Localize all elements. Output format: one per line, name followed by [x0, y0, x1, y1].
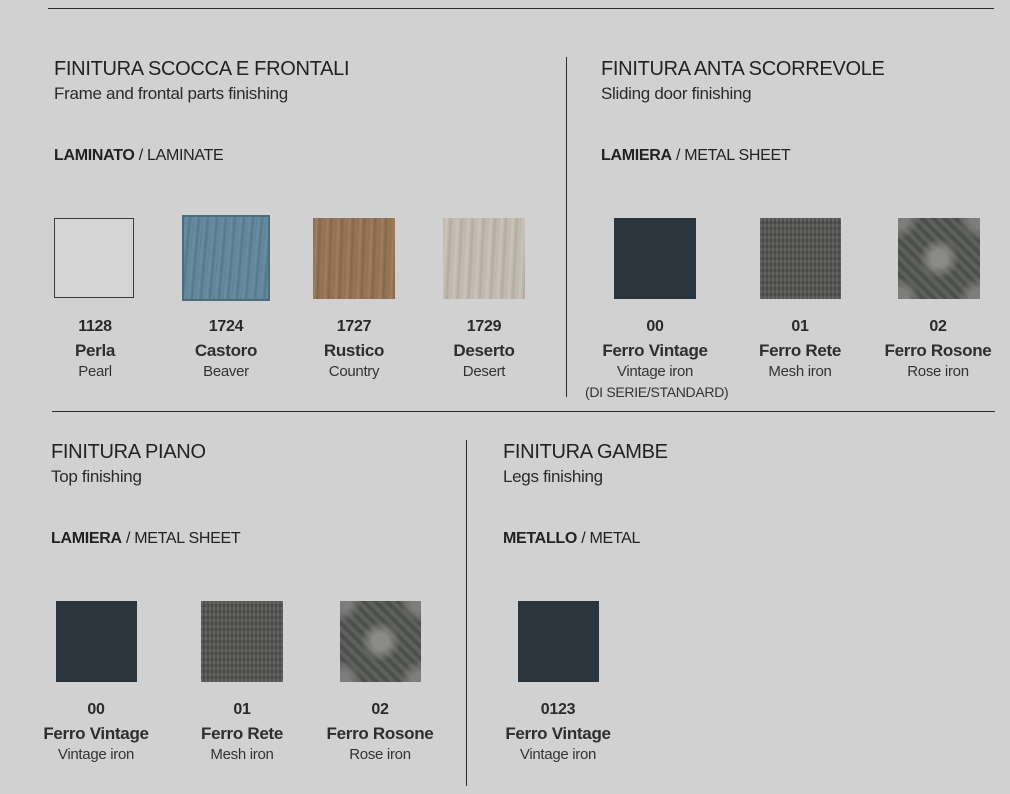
swatch-code: 01: [791, 318, 809, 335]
top-divider: [48, 8, 994, 9]
swatch-english-name: Rose iron: [349, 746, 411, 763]
material-separator: /: [121, 530, 135, 547]
swatch-english-name: Mesh iron: [210, 746, 274, 763]
swatch-code: 1724: [208, 318, 244, 335]
material-label: [54, 147, 223, 165]
swatch-ferro-vintage: [56, 601, 137, 682]
swatch-ferro-rete: [201, 601, 283, 682]
swatch-name: Ferro Vintage: [505, 724, 611, 743]
section-subtitle: Top finishing: [51, 467, 142, 486]
standard-note: (DI SERIE/STANDARD): [585, 384, 729, 400]
lower-column-divider: [466, 440, 467, 786]
swatch-english-name: Mesh iron: [768, 363, 832, 380]
material-label: [51, 530, 240, 548]
swatch-name: Deserto: [453, 341, 515, 360]
swatch-ferro-vintage: [518, 601, 599, 682]
middle-divider: [52, 411, 995, 412]
material-english: METAL SHEET: [134, 530, 241, 547]
section-title: FINITURA ANTA SCORREVOLE: [601, 58, 885, 80]
material-separator: /: [671, 147, 685, 164]
section-subtitle: Sliding door finishing: [601, 84, 752, 103]
swatch-name: Ferro Rete: [200, 724, 284, 743]
material-separator: /: [577, 530, 590, 547]
material-english: LAMINATE: [147, 147, 224, 164]
swatch-code: 1128: [78, 318, 112, 335]
swatch-name: Rustico: [323, 341, 385, 360]
material-italian: LAMINATO: [54, 147, 135, 164]
section-subtitle: Frame and frontal parts finishing: [54, 84, 288, 103]
swatch-perla: [54, 218, 134, 298]
swatch-english-name: Vintage iron: [616, 363, 694, 380]
material-label: [601, 147, 790, 165]
swatch-ferro-vintage: [614, 218, 696, 299]
swatch-name: Ferro Rete: [758, 341, 842, 360]
swatch-code: 1727: [336, 318, 372, 335]
material-italian: LAMIERA: [51, 530, 122, 547]
swatch-ferro-rosone: [898, 218, 980, 299]
material-english: METAL: [589, 530, 641, 547]
swatch-english-name: Country: [328, 363, 380, 380]
swatch-code: 02: [929, 318, 947, 335]
upper-column-divider: [566, 57, 567, 397]
material-italian: METALLO: [503, 530, 578, 547]
swatch-english-name: Desert: [462, 363, 506, 380]
section-subtitle: Legs finishing: [503, 467, 603, 486]
swatch-code: 02: [371, 701, 389, 718]
material-english: METAL SHEET: [684, 147, 791, 164]
swatch-code: 00: [646, 318, 664, 335]
swatch-english-name: Vintage iron: [57, 746, 135, 763]
swatch-castoro: [182, 215, 270, 301]
swatch-name: Perla: [74, 341, 116, 360]
swatch-english-name: Rose iron: [907, 363, 969, 380]
material-italian: LAMIERA: [601, 147, 672, 164]
swatch-code: 01: [233, 701, 251, 718]
swatch-name: Castoro: [194, 341, 258, 360]
swatch-english-name: Beaver: [203, 363, 249, 380]
swatch-ferro-rosone: [340, 601, 421, 682]
swatch-code: 1729: [466, 318, 502, 335]
material-label: [503, 530, 640, 548]
material-separator: /: [134, 147, 147, 164]
swatch-name: Ferro Vintage: [602, 341, 708, 360]
swatch-name: Ferro Vintage: [43, 724, 149, 743]
swatch-english-name: Pearl: [78, 363, 112, 380]
swatch-deserto: [443, 218, 525, 299]
swatch-rustico: [313, 218, 395, 299]
swatch-name: Ferro Rosone: [884, 341, 992, 360]
section-title: FINITURA PIANO: [51, 441, 206, 463]
swatch-code: 00: [87, 701, 105, 718]
section-title: FINITURA GAMBE: [503, 441, 668, 463]
swatch-ferro-rete: [760, 218, 841, 299]
swatch-name: Ferro Rosone: [326, 724, 434, 743]
swatch-english-name: Vintage iron: [519, 746, 597, 763]
section-title: FINITURA SCOCCA E FRONTALI: [54, 58, 350, 80]
swatch-code: 0123: [540, 701, 576, 718]
